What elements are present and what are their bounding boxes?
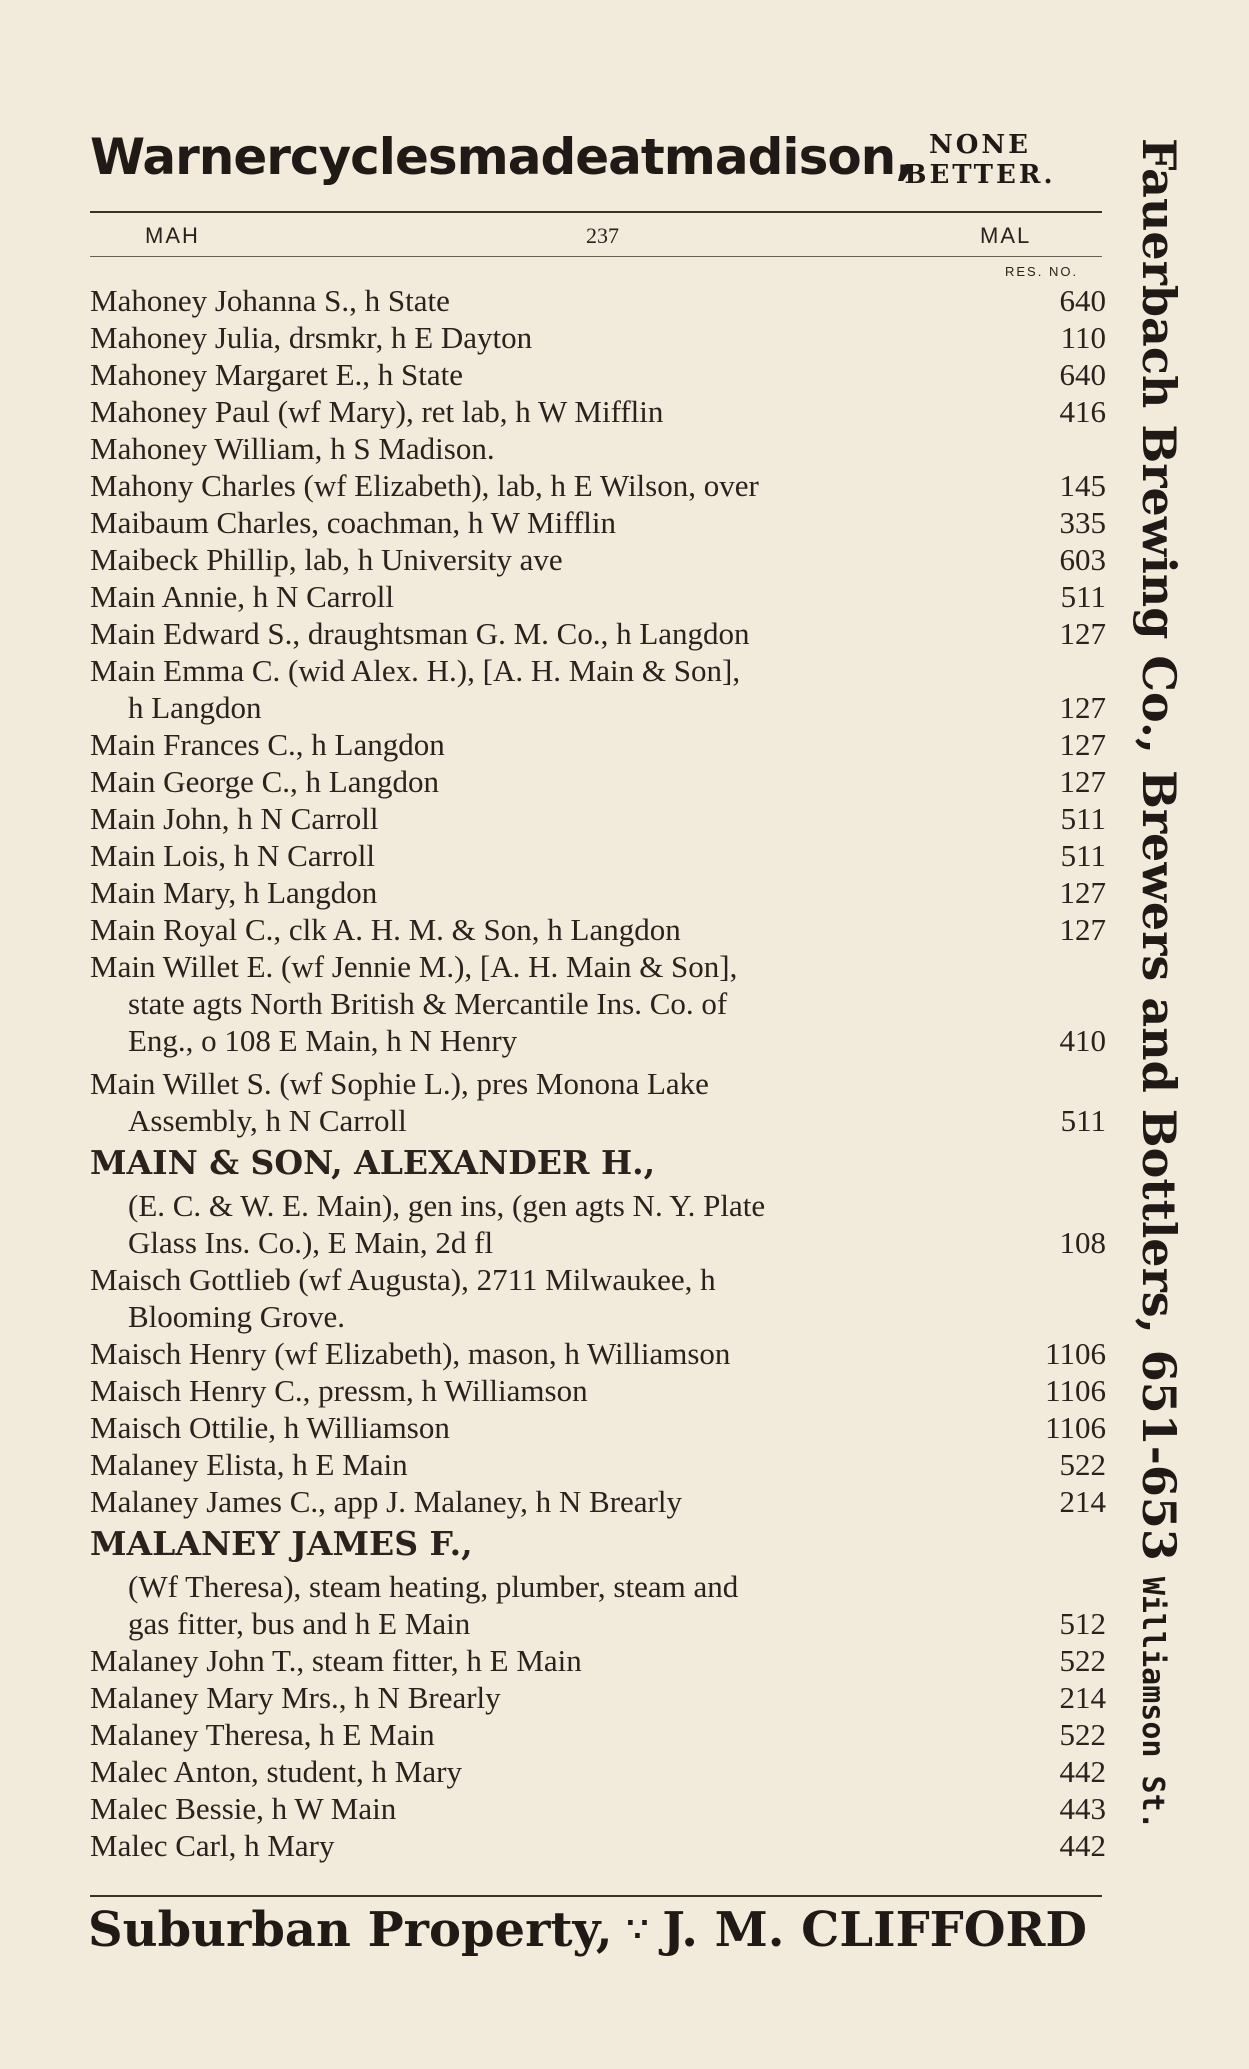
- firm-heading: [90, 1520, 1106, 1568]
- residence-number: 1106: [1045, 1373, 1106, 1408]
- entry-text: Main Annie, h N Carroll: [90, 579, 394, 614]
- entry-text: Malec Carl, h Mary: [90, 1828, 335, 1863]
- entry-text: Malaney John T., steam fitter, h E Main: [90, 1643, 582, 1678]
- residence-number: 1106: [1045, 1410, 1106, 1445]
- residence-number: 512: [1059, 1606, 1106, 1641]
- directory-entry: [90, 1753, 1106, 1790]
- column-label-res-no: RES. NO.: [1005, 264, 1079, 279]
- entry-text: gas fitter, bus and h E Main: [128, 1606, 471, 1641]
- directory-entry: [90, 1483, 1106, 1520]
- entry-continuation: [90, 1224, 1106, 1261]
- slogan-top: NONE: [929, 130, 1031, 160]
- entry-text: Mahoney Julia, drsmkr, h E Dayton: [90, 320, 533, 355]
- directory-entry: [90, 763, 1106, 800]
- entry-continuation: [90, 1187, 1106, 1224]
- directory-entry: [90, 282, 1106, 319]
- guide-word-left: MAH: [145, 223, 200, 248]
- entry-text: Malec Bessie, h W Main: [90, 1791, 397, 1826]
- entry-text: Maisch Gottlieb (wf Augusta), 2711 Milwaukee, h: [90, 1262, 716, 1297]
- directory-entry: [90, 393, 1106, 430]
- directory-entry: [90, 615, 1106, 652]
- firm-heading: [90, 1139, 1106, 1187]
- entry-text: Eng., o 108 E Main, h N Henry: [128, 1023, 518, 1058]
- directory-entry: [90, 578, 1106, 615]
- entry-text: Mahoney Margaret E., h State: [90, 357, 464, 392]
- entry-text: Glass Ins. Co.), E Main, 2d fl: [128, 1225, 494, 1260]
- residence-number: 410: [1059, 1023, 1106, 1058]
- guide-word-right: MAL: [980, 223, 1032, 248]
- directory-entry: [90, 652, 1106, 689]
- directory-entry: [90, 1827, 1106, 1864]
- entry-text: Main Mary, h Langdon: [90, 875, 378, 910]
- side-advert-address: Williamson St.: [1135, 1576, 1170, 1830]
- entry-text: state agts North British & Mercantile Ins. Co. of: [128, 986, 728, 1021]
- header-rule: [90, 211, 1102, 213]
- residence-number: 127: [1059, 912, 1106, 947]
- entry-text: Main Frances C., h Langdon: [90, 727, 445, 762]
- entry-text: Malaney Elista, h E Main: [90, 1447, 408, 1482]
- entry-text: Main Willet E. (wf Jennie M.), [A. H. Main & Son],: [90, 949, 738, 984]
- residence-number: 416: [1059, 394, 1106, 429]
- entry-text: Maisch Ottilie, h Williamson: [90, 1410, 450, 1445]
- residence-number: 145: [1059, 468, 1106, 503]
- residence-number: 522: [1059, 1643, 1106, 1678]
- entry-text: Malaney James C., app J. Malaney, h N Brearly: [90, 1484, 682, 1519]
- residence-number: 511: [1060, 838, 1106, 873]
- entry-text: Maibeck Phillip, lab, h University ave: [90, 542, 563, 577]
- residence-number: 1106: [1045, 1336, 1106, 1371]
- directory-entry: [90, 1716, 1106, 1753]
- residence-number: 214: [1059, 1680, 1106, 1715]
- residence-number: 522: [1059, 1447, 1106, 1482]
- footer-advert: [88, 1902, 1087, 1958]
- entry-text: Malaney Theresa, h E Main: [90, 1717, 435, 1752]
- residence-number: 443: [1059, 1791, 1106, 1826]
- residence-number: 127: [1059, 690, 1106, 725]
- residence-number: 127: [1059, 616, 1106, 651]
- entry-text: Main Edward S., draughtsman G. M. Co., h Langdon: [90, 616, 750, 651]
- directory-entry: [90, 948, 1106, 985]
- entry-text: Assembly, h N Carroll: [128, 1103, 407, 1138]
- residence-number: 522: [1059, 1717, 1106, 1752]
- entry-continuation: [90, 1102, 1106, 1139]
- directory-entry: [90, 1261, 1106, 1298]
- footer-left-text: Suburban Property,: [88, 1902, 613, 1958]
- entry-text: MALANEY JAMES F.,: [90, 1524, 473, 1563]
- directory-entry: [90, 1335, 1106, 1372]
- entry-text: Maisch Henry C., pressm, h Williamson: [90, 1373, 588, 1408]
- directory-entry: [90, 467, 1106, 504]
- header-subrule: [90, 256, 1102, 257]
- directory-entry: [90, 1065, 1106, 1102]
- entry-text: (Wf Theresa), steam heating, plumber, steam and: [128, 1569, 739, 1604]
- residence-number: 640: [1059, 357, 1106, 392]
- directory-entry: [90, 541, 1106, 578]
- entry-text: Main Emma C. (wid Alex. H.), [A. H. Main & Son],: [90, 653, 741, 688]
- directory-entry: [90, 837, 1106, 874]
- entry-text: Maisch Henry (wf Elizabeth), mason, h Williamson: [90, 1336, 731, 1371]
- residence-number: 214: [1059, 1484, 1106, 1519]
- footer-right-text: J. M. CLIFFORD: [662, 1902, 1088, 1958]
- entry-text: Main John, h N Carroll: [90, 801, 379, 836]
- directory-entry: [90, 726, 1106, 763]
- residence-number: 603: [1059, 542, 1106, 577]
- side-advert-text: Fauerbach Brewing Co., Brewers and Bottlers, 651-653: [1132, 138, 1186, 1561]
- directory-entry: [90, 1409, 1106, 1446]
- residence-number: 511: [1060, 1103, 1106, 1138]
- residence-number: 127: [1059, 764, 1106, 799]
- residence-number: 335: [1059, 505, 1106, 540]
- directory-entry: [90, 1790, 1106, 1827]
- page-number: 237: [586, 223, 619, 248]
- directory-listing: [90, 282, 1106, 1864]
- residence-number: 127: [1059, 727, 1106, 762]
- entry-text: Blooming Grove.: [128, 1299, 345, 1334]
- directory-entry: [90, 1446, 1106, 1483]
- entry-text: Main Lois, h N Carroll: [90, 838, 375, 873]
- entry-continuation: [90, 1568, 1106, 1605]
- directory-entry: [90, 356, 1106, 393]
- header-slogan: [855, 130, 1105, 190]
- side-advert: [1132, 138, 1186, 1830]
- directory-entry: [90, 1372, 1106, 1409]
- directory-entry: [90, 1679, 1106, 1716]
- entry-text: Main Willet S. (wf Sophie L.), pres Monona Lake: [90, 1066, 709, 1101]
- entry-text: Mahoney Paul (wf Mary), ret lab, h W Mifflin: [90, 394, 664, 429]
- residence-number: 108: [1059, 1225, 1106, 1260]
- entry-continuation: [90, 985, 1106, 1022]
- entry-continuation: [90, 1298, 1106, 1335]
- directory-entry: [90, 1642, 1106, 1679]
- entry-text: Mahoney William, h S Madison.: [90, 431, 495, 466]
- entry-text: Malec Anton, student, h Mary: [90, 1754, 462, 1789]
- header-title: Warnercyclesmadeatmadison,: [90, 128, 914, 186]
- residence-number: 127: [1059, 875, 1106, 910]
- directory-entry: [90, 800, 1106, 837]
- entry-text: MAIN & SON, ALEXANDER H.,: [90, 1143, 656, 1182]
- residence-number: 511: [1060, 801, 1106, 836]
- entry-text: Maibaum Charles, coachman, h W Mifflin: [90, 505, 617, 540]
- footer-rule: [90, 1895, 1102, 1897]
- residence-number: 442: [1059, 1754, 1106, 1789]
- footer-separator: ∵: [626, 1910, 649, 1950]
- entry-text: Main Royal C., clk A. H. M. & Son, h Langdon: [90, 912, 681, 947]
- directory-entry: [90, 911, 1106, 948]
- directory-entry: [90, 319, 1106, 356]
- directory-entry: [90, 504, 1106, 541]
- entry-text: Mahony Charles (wf Elizabeth), lab, h E Wilson, over: [90, 468, 759, 503]
- directory-entry: [90, 874, 1106, 911]
- entry-continuation: [90, 689, 1106, 726]
- residence-number: 110: [1060, 320, 1106, 355]
- slogan-bottom: BETTER.: [904, 160, 1056, 190]
- entry-continuation: [90, 1605, 1106, 1642]
- entry-text: (E. C. & W. E. Main), gen ins, (gen agts N. Y. Plate: [128, 1188, 766, 1223]
- entry-continuation: [90, 1022, 1106, 1059]
- residence-number: 640: [1059, 283, 1106, 318]
- directory-entry: [90, 430, 1106, 467]
- residence-number: 442: [1059, 1828, 1106, 1863]
- entry-text: h Langdon: [128, 690, 262, 725]
- entry-text: Mahoney Johanna S., h State: [90, 283, 450, 318]
- entry-text: Main George C., h Langdon: [90, 764, 439, 799]
- entry-text: Malaney Mary Mrs., h N Brearly: [90, 1680, 501, 1715]
- residence-number: 511: [1060, 579, 1106, 614]
